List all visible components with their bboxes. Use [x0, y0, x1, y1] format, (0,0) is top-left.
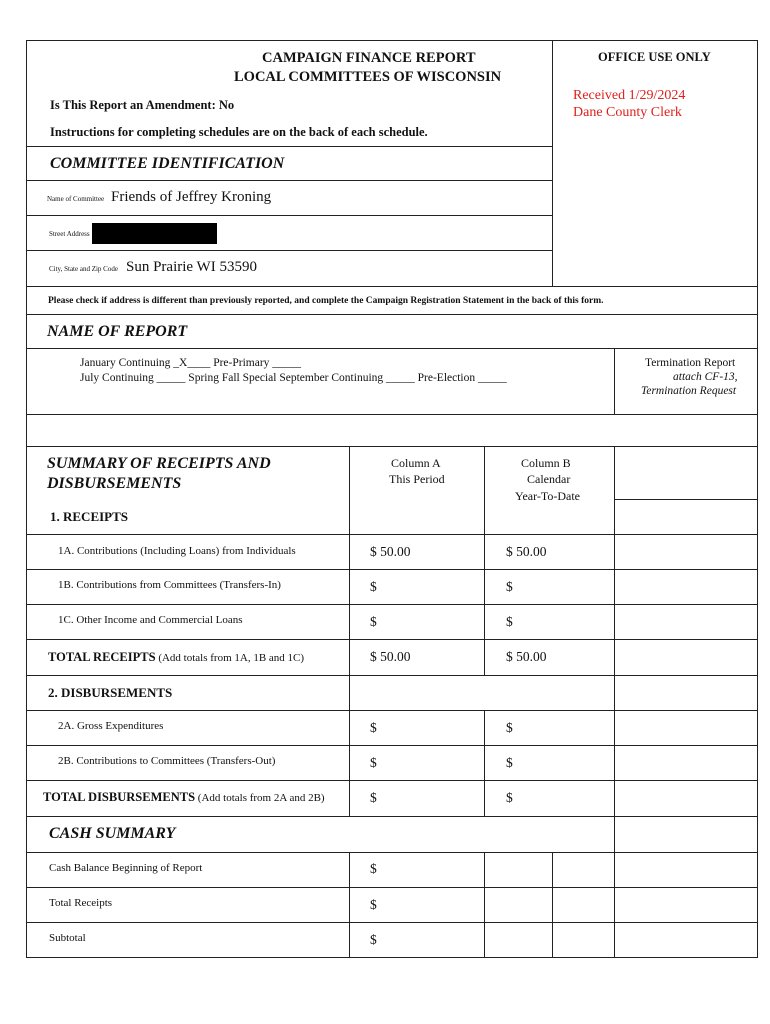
- rule: [26, 745, 758, 746]
- col-b-left-rule: [484, 710, 485, 816]
- rule: [26, 314, 758, 315]
- rule: [26, 816, 758, 817]
- row-1b-col-a: $: [370, 579, 377, 594]
- rule: [26, 250, 552, 251]
- rule: [26, 146, 552, 147]
- cash-beginning-label: Cash Balance Beginning of Report: [49, 862, 203, 874]
- summary-heading-line2: DISBURSEMENTS: [47, 475, 182, 492]
- city-state-zip-value: Sun Prairie WI 53590: [126, 259, 257, 275]
- row-1c-col-a: $: [370, 614, 377, 629]
- total-disbursements-note: (Add totals from 2A and 2B): [197, 792, 325, 804]
- rule: [26, 852, 758, 853]
- rule: [26, 569, 758, 570]
- total-disbursements-col-a: $: [370, 790, 377, 805]
- row-2b-col-b: $: [506, 755, 513, 770]
- cash-col-rule: [349, 852, 350, 958]
- street-address-label: Street Address: [49, 230, 90, 238]
- rule: [26, 887, 758, 888]
- committee-heading: COMMITTEE IDENTIFICATION: [50, 155, 285, 172]
- form-title-line2: LOCAL COMMITTEES OF WISCONSIN: [234, 69, 502, 85]
- row-1b-col-b: $: [506, 579, 513, 594]
- col-b-header-line2: Calendar: [527, 472, 571, 486]
- rule: [614, 499, 758, 500]
- row-1a-col-b: $ 50.00: [506, 544, 547, 559]
- row-1c-col-b: $: [506, 614, 513, 629]
- termination-attach-note: attach CF-13,: [673, 371, 738, 383]
- report-name-heading: NAME OF REPORT: [47, 323, 188, 340]
- rule: [26, 180, 552, 181]
- disbursements-heading: 2. DISBURSEMENTS: [48, 685, 173, 700]
- received-stamp: Received 1/29/2024: [573, 88, 686, 103]
- total-disbursements-row: [43, 791, 325, 804]
- row-2a-col-a: $: [370, 720, 377, 735]
- col-b-header-line1: Column B: [521, 456, 571, 470]
- total-receipts-col-a: $ 50.00: [370, 649, 411, 664]
- row-1a-label: 1A. Contributions (Including Loans) from Individuals: [58, 545, 296, 557]
- termination-request-note: Termination Request: [641, 385, 737, 397]
- total-disbursements-col-b: $: [506, 790, 513, 805]
- col-b-header-line3: Year-To-Date: [515, 489, 581, 503]
- office-use-label: OFFICE USE ONLY: [598, 50, 711, 64]
- redacted-street-address: [92, 223, 217, 244]
- rule: [26, 710, 758, 711]
- total-receipts-label: TOTAL RECEIPTS: [48, 650, 156, 664]
- rule: [26, 922, 758, 923]
- cash-total-receipts-value: $: [370, 897, 377, 912]
- row-1b-label: 1B. Contributions from Committees (Transfers-In): [58, 579, 281, 591]
- form-title-line1: CAMPAIGN FINANCE REPORT: [262, 50, 476, 66]
- row-2a-col-b: $: [506, 720, 513, 735]
- termination-report-label: Termination Report: [645, 357, 736, 369]
- report-type-line1: January Continuing _X____ Pre-Primary _____: [80, 357, 302, 369]
- col-c-left-rule: [614, 446, 615, 958]
- rule: [26, 348, 758, 349]
- col-a-header-line2: This Period: [389, 472, 445, 486]
- rule: [26, 780, 758, 781]
- total-receipts-row: [48, 651, 304, 664]
- committee-name-label: Name of Committee: [47, 195, 105, 203]
- total-disbursements-label: TOTAL DISBURSEMENTS: [43, 790, 196, 804]
- amendment-status: Is This Report an Amendment: No: [50, 98, 235, 112]
- rule: [26, 414, 758, 415]
- instructions-note: Instructions for completing schedules are on the back of each schedule.: [50, 125, 428, 139]
- termination-divider: [614, 348, 615, 414]
- rule: [26, 675, 758, 676]
- row-2b-col-a: $: [370, 755, 377, 770]
- address-change-note: Please check if address is different than previously reported, and complete the Campaign Registration Statement in the back of this form.: [48, 296, 604, 306]
- col-b-left-rule: [484, 446, 485, 676]
- total-receipts-col-b: $ 50.00: [506, 649, 547, 664]
- col-a-left-rule: [349, 446, 350, 816]
- office-divider: [552, 40, 553, 286]
- row-1a-col-a: $ 50.00: [370, 544, 411, 559]
- cash-subtotal-value: $: [370, 932, 377, 947]
- rule: [26, 534, 758, 535]
- city-state-zip-label: City, State and Zip Code: [49, 265, 118, 273]
- total-receipts-note: (Add totals from 1A, 1B and 1C): [158, 652, 305, 664]
- cash-summary-heading: CASH SUMMARY: [49, 825, 176, 842]
- summary-heading-line1: SUMMARY OF RECEIPTS AND: [47, 455, 271, 472]
- report-type-line2: July Continuing _____ Spring Fall Special September Continuing _____ Pre-Election _____: [80, 372, 507, 384]
- rule: [26, 446, 758, 447]
- row-2a-label: 2A. Gross Expenditures: [58, 720, 164, 732]
- col-a-header-line1: Column A: [391, 456, 441, 470]
- row-2b-label: 2B. Contributions to Committees (Transfers-Out): [58, 755, 276, 767]
- cash-subtotal-label: Subtotal: [49, 932, 86, 944]
- clerk-stamp: Dane County Clerk: [573, 105, 682, 120]
- rule: [26, 604, 758, 605]
- committee-name-value: Friends of Jeffrey Kroning: [111, 189, 272, 205]
- cash-col-rule: [552, 852, 553, 958]
- cash-col-rule: [484, 852, 485, 958]
- rule: [26, 215, 552, 216]
- cash-total-receipts-label: Total Receipts: [49, 897, 113, 909]
- cash-beginning-value: $: [370, 861, 377, 876]
- rule: [26, 286, 758, 287]
- row-1c-label: 1C. Other Income and Commercial Loans: [58, 614, 243, 626]
- rule: [26, 639, 758, 640]
- receipts-heading: 1. RECEIPTS: [50, 509, 129, 524]
